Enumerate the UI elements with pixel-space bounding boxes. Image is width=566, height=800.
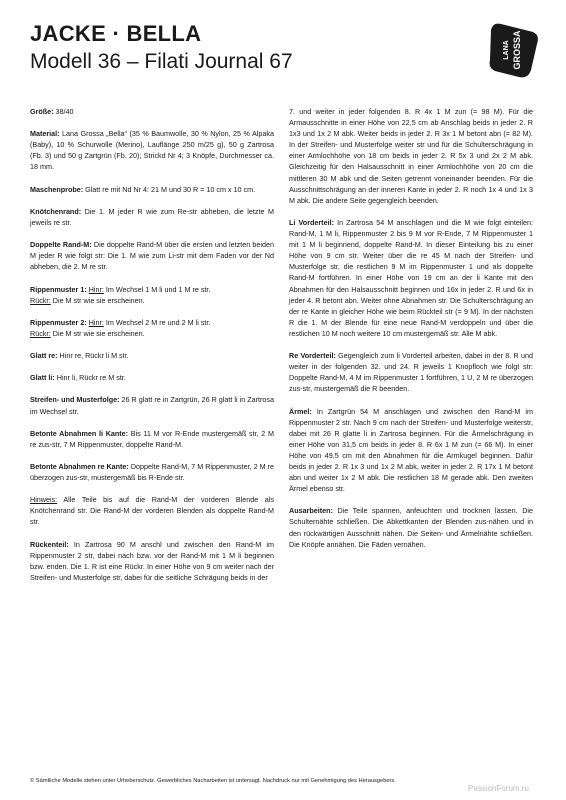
rib-pattern-2-paragraph: Rippenmuster 2: Hinr: Im Wechsel 2 M re und 2 M li str. Rückr: Die M str wie sie erscheinen. (30, 317, 211, 338)
site-watermark: PassionForum.ru (468, 784, 529, 793)
page-title: JACKE · BELLA (30, 21, 202, 46)
lana-grossa-logo (487, 20, 541, 82)
right-edge-decrease-paragraph: Betonte Abnahmen re Kante: Doppelte Rand-M, 7 M Rippenmuster, 2 M re überzogen zus-str, mustergemäß bis R-Ende str. (30, 462, 274, 483)
finishing-paragraph: Ausarbeiten: Die Teile spannen, anfeuchten und trocknen lassen. Die Schulternähte schließen. Die Abkettkanten der Blenden zus-nähen und in den rückwärtigen Ausschnitt nähen. Die Seiten- und Ärmelnähte schließen. Die Knöpfe annähen. Die Fäden vernähen. (289, 506, 533, 549)
left-edge-decrease-paragraph: Betonte Abnahmen li Kante: Bis 11 M vor R-Ende mustergemäß str, 2 M re zus-str, 7 M Rippenmuster, doppelte Rand-M. (30, 428, 274, 449)
double-edge-paragraph: Doppelte Rand-M: Die doppelte Rand-M über die ersten und letzten beiden M jeder R wie folgt str: Die 1. M wie zum Li-str mit dem Faden vor der Nd abheben, die 2. M re str. (30, 240, 274, 272)
rib-pattern-1-paragraph: Rippenmuster 1: Hinr: Im Wechsel 1 M li und 1 M re str. Rückr: Die M str wie sie erscheinen. (30, 284, 211, 305)
sleeve-paragraph: Ärmel: In Zartgrün 54 M anschlagen und zwischen den Rand-M im Rippenmuster 2 str. Nach 9 cm nach der Streifen- und Musterfolge weiterstr, dabei mit 26 R glatte li in Zartrosa beginnen. Für die Ärmelschrägung in einer Höhe von 31,5 cm beids in jeder 8. R 6x 1 M zun (= 66 M). In einer Höhe von 49,5 cm mit den Abnahmen für die Armkugel beginnen. Dafür beids in jeder 2. R 1x 3 und 1x 2 M abk, weiter in jeder 2. R 17x 1 M betont abn und weiter 1x 2 M abk. Die restlichen 18 M gerade abk. Den zweiten Ärmel ebenso str. (289, 406, 533, 494)
gauge-paragraph: Maschenprobe: Glatt re mit Nd Nr 4: 21 M und 30 R = 10 cm x 10 cm. (30, 184, 256, 194)
reverse-stockinette-paragraph: Glatt li: Hinr li, Rückr re M str. (30, 373, 126, 383)
svg-text:GROSSA: GROSSA (512, 30, 522, 70)
note-paragraph: Hinweis: Alle Teile bis auf die Rand-M der vorderen Blende als Knötchenrand str. Die Rand-M der vorderen Blenden als doppelte Rand-M str. (30, 495, 274, 527)
size-paragraph: Größe: 38/40 (30, 107, 74, 116)
instructions-right-column (289, 106, 533, 561)
instructions-left-column (30, 106, 274, 594)
page-subtitle: Modell 36 – Filati Journal 67 (30, 50, 293, 73)
stripe-sequence-paragraph: Streifen- und Musterfolge: 26 R glatt re in Zartgrün, 26 R glatt li in Zartrosa im Wechsel str. (30, 395, 274, 416)
right-front-paragraph: Re Vorderteil: Gegengleich zum li Vorderteil arbeiten, dabei in der 8. R und weiter in der folgenden 32. und 24. R jeweils 1 Knopfloch wie folgt str: Doppelte Rand-M, 4 M im Rippenmuster 1 fortführen, 1 U, 2 M re überzogen zus-str, mustergemäß die R beenden. (289, 351, 533, 394)
copyright-footer: © Sämtliche Modelle stehen unter Urheberschutz. Gewerbliches Nacharbeiten ist untersagt. Nachdruck nur mit Genehmigung des Herausgebers. (30, 778, 396, 784)
selvedge-paragraph: Knötchenrand: Die 1. M jeder R wie zum Re-str abheben, die letzte M jeweils re str. (30, 206, 274, 227)
left-front-paragraph: Li Vorderteil: In Zartrosa 54 M anschlagen und die M wie folgt einteilen: Rand-M, 1 M li, Rippenmuster 2 bis 9 M vor R-Ende, 7 M Rippenmuster 1 mit 1 M li beginnend, doppelte Rand-M. In dieser Einteilung bis zu einer Höhe von 9 cm str. Weiter über die re 45 M nach der Streifen- und Musterfolge str, die restlichen 9 M im Rippenmuster 1 und als doppelte Rand-M fortführen. In einer Höhe von 19 cm an der li Kante mit den Abnahmen für den Halsausschnitt beginnen und 16x in jeder 2. R und 6x in jeder 4. R betont abn. Weiter ohne Abnahmen str. Die Schulterschrägung an der re Kante in gleicher Höhe wie beim Rückteil str (= 9 M). In der nächsten R die 1. M der Blende für eine neue Rand-M verdoppeln und über die restlichen 10 M noch weitere 10 cm mustergemäß str. Alle M abk. (289, 217, 533, 338)
back-piece-paragraph: Rückenteil: In Zartrosa 90 M anschl und zwischen den Rand-M im Rippenmuster 2 str, dabei nach bzw. vor der Rand-M mit 1 M li beginnen bzw. enden. Die 1. R ist eine Rückr. In einer Höhe von 9 cm weiter nach der Streifen- und Musterfolge str, dabei für die seitliche Schrägung beids in der (30, 539, 274, 582)
back-piece-continued-paragraph: 7. und weiter in jeder folgenden 8. R 4x 1 M zun (= 98 M). Für die Armausschnitte in einer Höhe von 22,5 cm ab Anschlag beids in jeder 2. R 1x3 und 1x 2 M abk. Weiter beids in jeder 2. R 3x 1 M betont abn (= 82 M). In der Streifen- und Musterfolge weiter str und für die Schulterschrägung in einer Armlochhöhe von 18 cm beids in jeder 2. R 5x 3 und 2x 2 M abk. Gleichzeitig für den Halsausschnitt in einer Armlochhöhe von 20 cm die mittleren 30 M abk und die Seiten getrennt voneinander beenden. Für die Ausschnittschrägung an der inneren Kante in jeder 2. R noch 1x 4 und 1x 3 M abk. Die andere Seite gegengleich beenden. (289, 107, 533, 205)
material-paragraph: Material: Lana Grossa „Bella“ (35 % Baumwolle, 30 % Nylon, 25 % Alpaka (Baby), 10 % Schurwolle (Merino), Lauflänge 250 m/25 g), 50 g Zartrosa (Fb. 3) und 50 g Zartgrün (Fb. 20); Strickd Nr 4; 3 Knöpfe, Durchmesser ca. 18 mm. (30, 129, 274, 172)
stockinette-paragraph: Glatt re: Hinr re, Rückr li M str. (30, 351, 129, 361)
svg-text:LANA: LANA (503, 40, 510, 60)
